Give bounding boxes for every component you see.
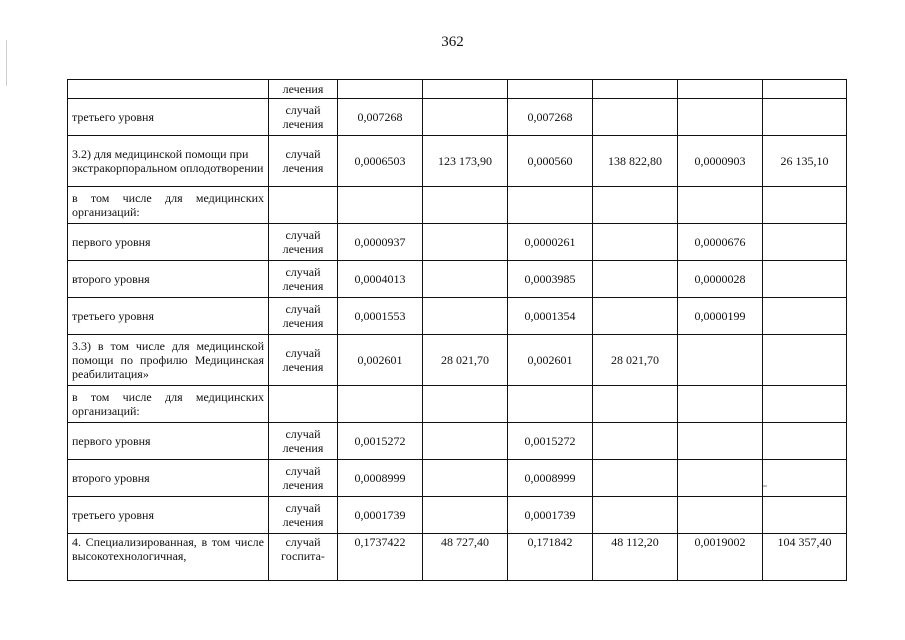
- value-cell: [678, 80, 763, 99]
- table-row: [68, 386, 847, 423]
- value-cell: 0,007268: [338, 99, 423, 136]
- table-row: [68, 335, 847, 386]
- value-cell: 0,0000199: [678, 298, 763, 335]
- value-cell: 26 135,10: [763, 136, 847, 187]
- unit-cell: случай лечения: [269, 335, 338, 386]
- value-cell: 28 021,70: [593, 335, 678, 386]
- value-cell: 0,002601: [338, 335, 423, 386]
- value-cell: 0,0000903: [678, 136, 763, 187]
- row-label: третьего уровня: [68, 497, 269, 534]
- value-cell: 48 727,40: [423, 534, 508, 581]
- value-cell: [763, 261, 847, 298]
- value-cell: [593, 99, 678, 136]
- row-label: второго уровня: [68, 261, 269, 298]
- value-cell: [423, 298, 508, 335]
- value-cell: [763, 80, 847, 99]
- scan-edge-mark: [6, 40, 7, 86]
- value-cell: [678, 386, 763, 423]
- value-cell: 0,000560: [508, 136, 593, 187]
- value-cell: 138 822,80: [593, 136, 678, 187]
- table-row: [68, 224, 847, 261]
- table-row: [68, 460, 847, 497]
- value-cell: [508, 386, 593, 423]
- value-cell: 0,0001553: [338, 298, 423, 335]
- value-cell: 0,0000676: [678, 224, 763, 261]
- table-row: [68, 423, 847, 460]
- value-cell: [593, 423, 678, 460]
- page-number: 362: [441, 34, 464, 50]
- value-cell: [338, 80, 423, 99]
- value-cell: [338, 386, 423, 423]
- row-label: 3.2) для медицинской помощи при экстракорпоральном оплодотворении: [68, 136, 269, 187]
- value-cell: [593, 386, 678, 423]
- value-cell: [763, 497, 847, 534]
- value-cell: 0,0000261: [508, 224, 593, 261]
- value-cell: [593, 224, 678, 261]
- value-cell: 0,0000937: [338, 224, 423, 261]
- value-cell: 0,0001354: [508, 298, 593, 335]
- value-cell: [508, 80, 593, 99]
- value-cell: 123 173,90: [423, 136, 508, 187]
- value-cell: [593, 460, 678, 497]
- value-cell: [763, 460, 847, 497]
- value-cell: 0,171842: [508, 534, 593, 581]
- value-cell: [678, 187, 763, 224]
- value-cell: [423, 460, 508, 497]
- value-cell: 0,002601: [508, 335, 593, 386]
- unit-cell: случай лечения: [269, 298, 338, 335]
- value-cell: 0,1737422: [338, 534, 423, 581]
- row-label: [68, 80, 269, 99]
- value-cell: [763, 423, 847, 460]
- value-cell: 0,0015272: [508, 423, 593, 460]
- value-cell: [678, 99, 763, 136]
- value-cell: 0,0015272: [338, 423, 423, 460]
- row-label: третьего уровня: [68, 99, 269, 136]
- value-cell: [763, 298, 847, 335]
- value-cell: 28 021,70: [423, 335, 508, 386]
- value-cell: [423, 497, 508, 534]
- row-label: в том числе для медицинских организаций:: [68, 187, 269, 224]
- value-cell: 0,0008999: [508, 460, 593, 497]
- value-cell: 48 112,20: [593, 534, 678, 581]
- unit-cell: случай лечения: [269, 99, 338, 136]
- value-cell: 0,0001739: [338, 497, 423, 534]
- table-row: [68, 497, 847, 534]
- value-cell: [593, 261, 678, 298]
- table-row: [68, 187, 847, 224]
- unit-cell: [269, 187, 338, 224]
- unit-cell: случай лечения: [269, 497, 338, 534]
- value-cell: 0,007268: [508, 99, 593, 136]
- value-cell: [423, 423, 508, 460]
- unit-cell: случай лечения: [269, 136, 338, 187]
- value-cell: 0,0006503: [338, 136, 423, 187]
- value-cell: 0,0003985: [508, 261, 593, 298]
- value-cell: [423, 187, 508, 224]
- value-cell: [763, 224, 847, 261]
- value-cell: [763, 99, 847, 136]
- value-cell: 0,0019002: [678, 534, 763, 581]
- table-row: [68, 80, 847, 99]
- scan-speck: [763, 485, 767, 487]
- value-cell: [423, 224, 508, 261]
- unit-cell: [269, 386, 338, 423]
- value-cell: [678, 335, 763, 386]
- value-cell: [338, 187, 423, 224]
- funding-norms-table: [67, 79, 847, 581]
- table-row: [68, 99, 847, 136]
- row-label: 3.3) в том числе для медицинской помощи по профилю Медицинская реабилитация»: [68, 335, 269, 386]
- value-cell: 0,0001739: [508, 497, 593, 534]
- unit-cell: случай лечения: [269, 460, 338, 497]
- value-cell: 0,0004013: [338, 261, 423, 298]
- unit-cell: лечения: [269, 80, 338, 99]
- value-cell: [423, 261, 508, 298]
- row-label: второго уровня: [68, 460, 269, 497]
- value-cell: [423, 99, 508, 136]
- table-row: [68, 298, 847, 335]
- unit-cell: случай лечения: [269, 423, 338, 460]
- value-cell: [423, 80, 508, 99]
- row-label: первого уровня: [68, 423, 269, 460]
- unit-cell: случай лечения: [269, 261, 338, 298]
- value-cell: [763, 335, 847, 386]
- value-cell: [763, 187, 847, 224]
- unit-cell: случай госпита-: [269, 534, 338, 581]
- row-label: первого уровня: [68, 224, 269, 261]
- value-cell: [423, 386, 508, 423]
- value-cell: 0,0008999: [338, 460, 423, 497]
- value-cell: [763, 386, 847, 423]
- value-cell: [508, 187, 593, 224]
- value-cell: 104 357,40: [763, 534, 847, 581]
- value-cell: 0,0000028: [678, 261, 763, 298]
- value-cell: [593, 298, 678, 335]
- value-cell: [678, 423, 763, 460]
- value-cell: [593, 187, 678, 224]
- table-row: [68, 136, 847, 187]
- value-cell: [593, 497, 678, 534]
- row-label: в том числе для медицинских организаций:: [68, 386, 269, 423]
- row-label: третьего уровня: [68, 298, 269, 335]
- table-row: [68, 261, 847, 298]
- value-cell: [678, 460, 763, 497]
- row-label: 4. Специализированная, в том числе высокотехнологичная,: [68, 534, 269, 581]
- value-cell: [678, 497, 763, 534]
- unit-cell: случай лечения: [269, 224, 338, 261]
- table-row: [68, 534, 847, 581]
- value-cell: [593, 80, 678, 99]
